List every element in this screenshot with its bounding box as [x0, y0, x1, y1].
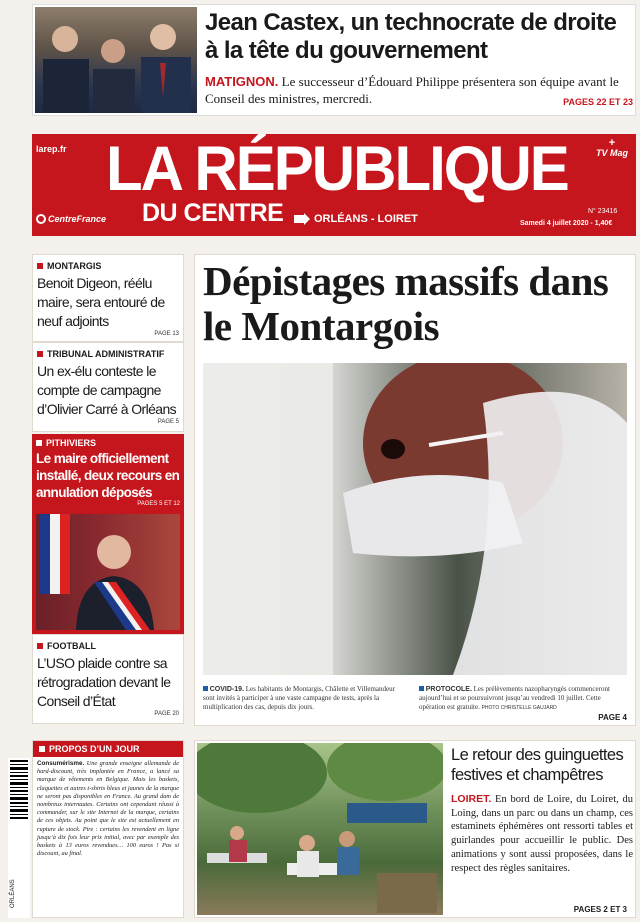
guinguettes-photo [197, 743, 443, 915]
photo-credit: PHOTO CHRISTELLE GAUJARD [481, 705, 557, 711]
sidebar-item-pithiviers[interactable] [32, 434, 184, 634]
top-story-kicker: MATIGNON. [205, 74, 279, 89]
square-bullet-icon [37, 263, 43, 269]
barcode-text: ORLÉANS [10, 879, 16, 908]
caption-covid-kicker: COVID-19. [209, 686, 244, 693]
guinguettes-pages: PAGES 2 ET 3 [573, 905, 627, 914]
sidebar-headline[interactable]: Le maire officiellement installé, deux recours en annulation déposés [36, 451, 180, 500]
sidebar-item-football[interactable] [32, 634, 184, 724]
sidebar [32, 254, 184, 724]
square-bullet-icon [37, 643, 43, 649]
propos-text: Une grande enseigne allemande de hard-discount, très implantée en France, a lancé sa marque de vêtements en Belgique. Mais les baskets, claquettes et autres t-shirts bleus et jaunes de la marque ne seront pas disponibles en France. Au grand dam de nombreux internautes. Certains ont cependant réussi à commander, sur le site Internet de la marque, certains de ces objets. Au point que le site est actuellement en rupture de stock. Pire : certains les revendent en ligne jusqu’à dix fois leur prix initial, avec par exemple des baskets à 13 euros revendues… 100 euros ! Pas si discount, au final. [37, 760, 179, 858]
square-bullet-icon [203, 686, 208, 691]
date-price: Samedi 4 juillet 2020 - 1,40€ [520, 220, 613, 227]
main-story[interactable] [194, 254, 636, 726]
caption-protocole-text: Les prélèvements nazopharyngés commenceront aujourd’hui et se poursuivront jusqu’au vendredi 10 juillet. Cette opération est gratuite. [419, 685, 610, 711]
caption-covid [203, 685, 407, 712]
square-bullet-icon [419, 686, 424, 691]
sidebar-page: PAGE 20 [154, 711, 179, 717]
masthead [32, 134, 636, 236]
propos-lead: Consumérisme. [37, 760, 85, 767]
plus-icon: + [608, 137, 616, 149]
propos-box[interactable] [32, 740, 184, 918]
top-story-headline[interactable]: Jean Castex, un technocrate de droite à la tête du gouvernement [205, 9, 617, 64]
sidebar-page: PAGE 5 [157, 419, 179, 425]
caption-covid-text: Les habitants de Montargis, Châlette et Villemandeur sont invités à participer à une vaste campagne de tests, après la multiplication des cas, depuis dix jours. [203, 685, 395, 711]
top-story-photo [35, 7, 197, 113]
main-photo [203, 363, 627, 675]
sidebar-kicker-label: FOOTBALL [47, 641, 96, 651]
centrefrance-label: CentreFrance [48, 214, 107, 224]
sidebar-kicker-label: TRIBUNAL ADMINISTRATIF [47, 349, 165, 359]
sidebar-headline[interactable]: Benoit Digeon, réélu maire, sera entouré de neuf adjoints [37, 275, 165, 329]
top-story-text-block [205, 73, 633, 111]
site-url[interactable]: larep.fr [36, 144, 67, 154]
mayor-photo-icon [36, 514, 180, 630]
tv-mag-label: TV Mag [595, 148, 628, 158]
barcode [8, 758, 30, 918]
sidebar-kicker [36, 438, 180, 448]
sidebar-page: PAGE 13 [154, 331, 179, 337]
guinguettes-text: En bord de Loire, du Loiret, du Loing, dans un parc ou dans un champ, ces estaminets éphémères ont ressorti tables et guirlandes pour accueillir le public. Des animations y sont aussi proposées, dans le respect des règles sanitaires. [451, 794, 634, 874]
masthead-title: LA RÉPUBLIQUE [106, 133, 568, 204]
sidebar-kicker-label: PITHIVIERS [46, 438, 97, 448]
sidebar-kicker-label: MONTARGIS [47, 261, 102, 271]
guinguettes-text-block [451, 793, 633, 875]
sidebar-headline[interactable]: Un ex-élu conteste le compte de campagne d’Olivier Carré à Orléans [37, 363, 177, 417]
propos-body [33, 757, 183, 861]
region-block [294, 213, 418, 225]
swab-test-photo-icon [203, 363, 627, 675]
politicians-photo-icon [35, 7, 197, 113]
top-story[interactable] [32, 4, 636, 116]
sidebar-headline[interactable]: L’USO plaide contre sa rétrogradation devant le Conseil d’État [37, 655, 171, 709]
sidebar-item-tribunal[interactable] [32, 342, 184, 432]
caption-protocole [419, 685, 627, 713]
tv-mag-badge[interactable] [592, 138, 632, 158]
guinguettes-kicker: LOIRET. [451, 793, 492, 805]
square-bullet-icon [39, 746, 45, 752]
issue-number: N° 23416 [588, 208, 618, 215]
sidebar-page: PAGES 5 ET 12 [137, 501, 180, 507]
centrefrance-icon [36, 214, 46, 224]
propos-title-bar [33, 741, 183, 757]
propos-title: PROPOS D’UN JOUR [49, 744, 140, 754]
outdoor-party-photo-icon [197, 743, 443, 915]
centrefrance-logo [36, 214, 106, 224]
square-bullet-icon [37, 351, 43, 357]
main-headline[interactable]: Dépistages massifs dans le Montargois [203, 258, 609, 349]
region-label: ORLÉANS - LOIRET [314, 213, 418, 225]
guinguettes-headline[interactable]: Le retour des guinguettes festives et champêtres [451, 746, 624, 784]
barcode-icon [8, 758, 30, 828]
mayor-photo [36, 514, 180, 630]
main-page-ref: PAGE 4 [598, 713, 627, 722]
sidebar-kicker [37, 641, 179, 651]
guinguettes-story[interactable] [194, 740, 636, 918]
arrow-right-icon [294, 213, 310, 225]
caption-protocole-kicker: PROTOCOLE. [425, 686, 472, 693]
top-story-text: Le successeur d’Édouard Philippe présentera son équipe avant le Conseil des ministres, mercredi. [205, 74, 619, 106]
square-bullet-icon [36, 440, 42, 446]
masthead-subtitle: DU CENTRE [142, 199, 284, 227]
sidebar-item-montargis[interactable] [32, 254, 184, 342]
sidebar-kicker [37, 349, 179, 359]
top-story-pages: PAGES 22 ET 23 [563, 97, 633, 107]
sidebar-kicker [37, 261, 179, 271]
